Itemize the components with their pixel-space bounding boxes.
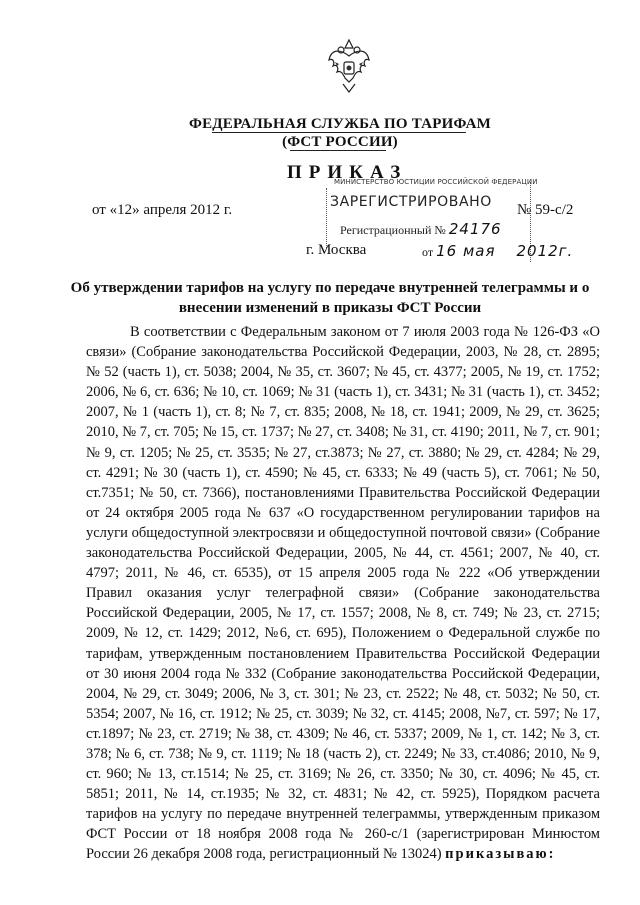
stamp-border-left [326,188,328,248]
order-date: от «12» апреля 2012 г. [92,202,233,218]
stamp-reg-label: Регистрационный № [340,223,446,237]
header-underline [212,132,466,133]
order-body-paragraph [86,322,600,865]
coat-of-arms-emblem-icon [325,38,373,96]
stamp-date-prefix: от [422,245,434,259]
body-text: В соответствии с Федеральным законом от 7 июля 2003 года № 126-ФЗ «О связи» (Собрание законодательства Российской Федерации, 2003, № 28, ст. 2895; № 52 (часть 1), ст. 5038; 2004, № 35, ст. 3607; № 45, ст. 4377; 2005, № 19, ст. 1752; 2006, № 6, ст. 636; № 10, ст. 1069; № 31 (часть 1), ст. 3431; № 31 (часть 1), ст. 3452; 2007, № 1 (часть 1), ст. 8; № 7, ст. 835; 2008, № 18, ст. 1941; 2009, № 29, ст. 3625; 2010, № 7, ст. 705; № 15, ст. 1737; № 27, ст. 3408; № 31, ст. 4190; 2011, № 7, ст. 901; № 9, ст. 1205; № 25, ст. 3535; № 27, ст.3873; № 27, ст. 3880; № 29, ст. 4284; № 29, ст. 4291; № 30 (часть 1), ст. 4590; № 45, ст. 6333; № 49 (часть 5), ст. 7061; № 50, ст.7351; № 50, ст. 7366), постановлениями Правительства Российской Федерации от 24 октября 2005 года № 637 «О государственном регулировании тарифов на услуги общедоступной электросвязи и общедоступной почтовой связи» (Собрание законодательства Российской Федерации, 2005, № 44, ст. 4561; 2007, № 40, ст. 4797; 2011, № 46, ст. 6535), от 15 апреля 2005 года № 222 «Об утверждении Правил оказания услуг телеграфной связи» (Собрание законодательства Российской Федерации, 2005, № 17, ст. 1557; 2008, № 8, ст. 749; № 23, ст. 2715; 2009, № 12, ст. 1429; 2012, №6, ст. 695), Положением о Федеральной службе по тарифам, утвержденным постановлением Правительства Российской Федерации от 30 июня 2004 года № 332 (Собрание законодательства Российской Федерации, 2004, № 29, ст. 3049; 2006, № 3, ст. 301; № 23, ст. 2522; № 48, ст. 5032; № 50, ст. 5354; 2007, № 16, ст. 1912; № 25, ст. 3039; № 32, ст. 4145; 2008, №7, ст. 597; № 17, ст.1897; № 23, ст. 2719; № 38, ст. 4309; № 46, ст. 5337; 2009, № 1, ст. 142; № 3, ст. 378; № 6, ст. 738; № 9, ст. 1119; № 18 (часть 2), ст. 2249; № 33, ст.4086; 2010, № 9, ст. 960; № 13, ст.1514; № 25, ст. 3169; № 26, ст. 3350; № 30, ст. 4096; № 45, ст. 5851; 2011, № 14, ст.1935; № 32, ст. 4831; № 42, ст. 5925), Порядком расчета тарифов на услугу по передаче внутренней телеграммы, утвержденным приказом ФСТ России от 18 ноября 2008 года № 260-с/1 (зарегистрирован Минюстом России 26 декабря 2008 года, регистрационный № 13024) [86,324,600,863]
order-number: № 59-с/2 [517,202,574,218]
stamp-date-value: 16 мая [436,242,496,260]
order-title: Об утверждении тарифов на услугу по передаче внутренней телеграммы и о внесении изменений в приказы ФСТ России [70,280,590,316]
stamp-date-line [422,242,573,260]
stamp-year: 2012г. [516,242,574,260]
stamp-reg-number: 24176 [448,220,502,238]
stamp-registration-line [340,220,502,238]
abbreviation-underline [290,150,386,151]
stamp-ministry: МИНИСТЕРСТВО ЮСТИЦИИ РОССИЙСКОЙ ФЕДЕРАЦИИ [334,178,538,186]
organization-name: ФЕДЕРАЛЬНАЯ СЛУЖБА ПО ТАРИФАМ [189,116,491,132]
city: г. Москва [306,242,367,258]
organization-abbreviation: (ФСТ РОССИИ) [282,134,398,150]
document-type-heading: ПРИКАЗ [287,162,408,183]
body-closing: приказываю: [445,846,556,863]
stamp-registered-label: ЗАРЕГИСТРИРОВАНО [330,194,492,210]
